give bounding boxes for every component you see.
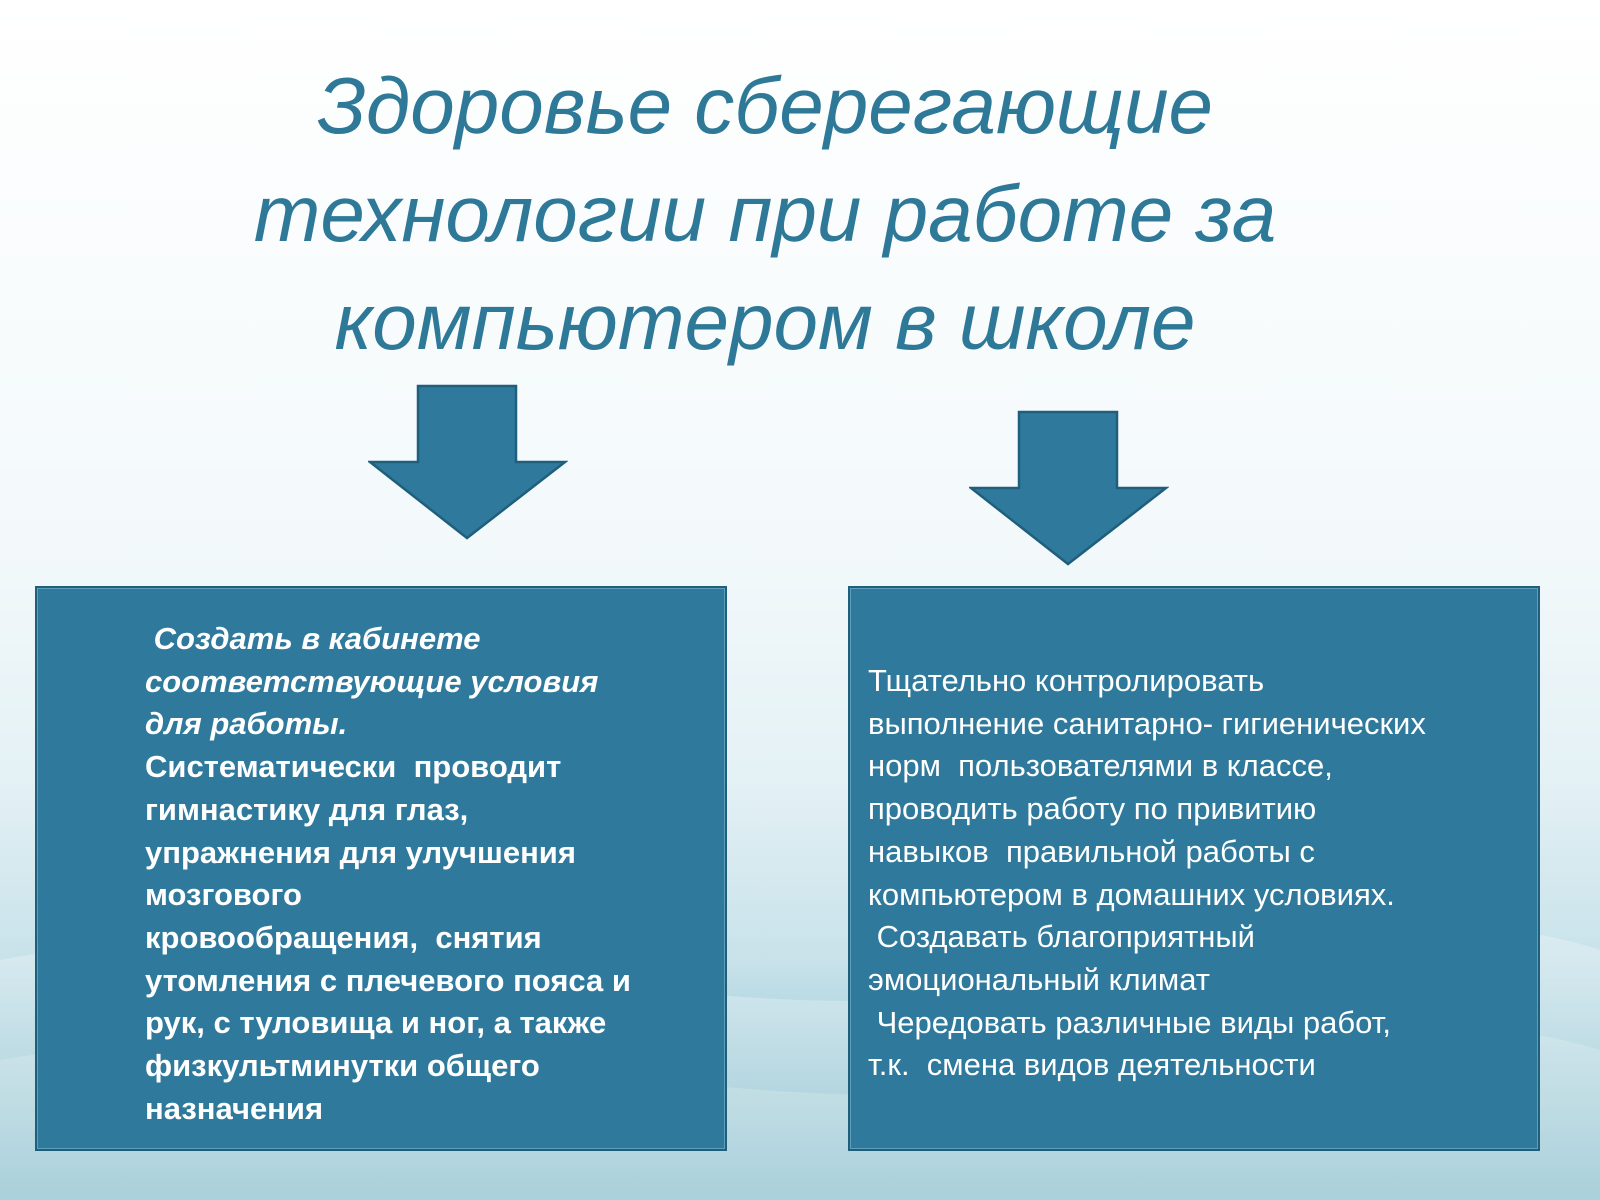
title-line: технологии при работе за	[253, 169, 1277, 258]
right-box-line: выполнение санитарно- гигиенических	[868, 705, 1426, 741]
right-text-box	[848, 586, 1540, 1151]
page-title	[100, 52, 1430, 376]
left-box-line: назначения	[145, 1090, 324, 1126]
left-box-line: утомления с плечевого пояса и	[145, 962, 631, 998]
left-box-line: кровообращения, снятия	[145, 919, 542, 955]
left-box-line: мозгового	[145, 877, 302, 913]
left-box-line: упражнения для улучшения	[145, 834, 576, 870]
right-box-line: Тщательно контролировать	[868, 663, 1265, 698]
right-box-line: т.к. смена видов деятельности	[868, 1047, 1316, 1083]
right-box-line: Создавать благоприятный	[868, 919, 1256, 955]
left-text-box	[35, 586, 727, 1151]
right-box-line: эмоциональный климат	[868, 961, 1210, 997]
right-box-line: компьютером в домашних условиях.	[868, 876, 1395, 912]
left-box-line: физкультминутки общего	[145, 1048, 540, 1084]
right-box-line: навыков правильной работы с	[868, 833, 1315, 869]
title-line: компьютером в школе	[334, 277, 1196, 366]
right-box-line: норм пользователями в классе,	[868, 748, 1333, 784]
left-box-line: рук, с туловища и ног, а также	[145, 1005, 607, 1041]
down-arrow-right-icon	[969, 410, 1169, 566]
left-box-line: Создать в кабинете	[145, 621, 481, 656]
right-box-line: Чередовать различные виды работ,	[868, 1004, 1392, 1040]
title-line: Здоровье сберегающие	[316, 61, 1214, 150]
left-box-line: Систематически проводит	[145, 749, 562, 785]
down-arrow-left-icon	[368, 384, 568, 540]
left-box-line: для работы.	[145, 706, 348, 742]
left-box-line: соответствующие условия	[145, 663, 599, 699]
left-box-line: гимнастику для глаз,	[145, 791, 469, 827]
right-box-line: проводить работу по привитию	[868, 791, 1317, 827]
